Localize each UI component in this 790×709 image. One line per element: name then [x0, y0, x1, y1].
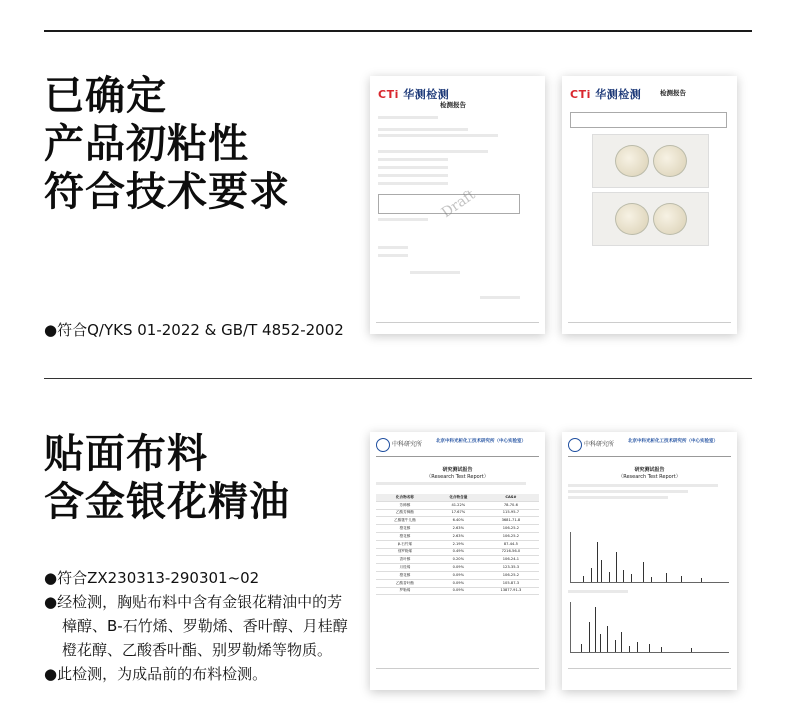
- headline-line: 符合技术要求: [44, 169, 290, 215]
- standard-note: ●符合Q/YKS 01-2022 & GB/T 4852-2002: [44, 321, 344, 339]
- table-cell: 橙花醇: [376, 532, 434, 540]
- table-cell: 78-70-6: [483, 501, 539, 509]
- top-divider: [44, 30, 752, 32]
- table-cell: 香叶醇: [376, 556, 434, 564]
- report-text-line: [376, 482, 526, 485]
- chromatogram-peak: [601, 560, 602, 582]
- report-text-line: [568, 490, 688, 493]
- table-cell: 106-25-2: [483, 525, 539, 533]
- note-line: ●符合ZX230313-290301~02: [44, 569, 260, 587]
- report-image-adhesion-2: [562, 76, 737, 334]
- compound-table: [376, 494, 539, 595]
- report-text-line: [378, 116, 438, 119]
- section-divider: [44, 378, 752, 379]
- chromatogram-peak: [631, 574, 632, 582]
- sample-photo: [592, 134, 709, 188]
- report-text-line: [378, 218, 428, 221]
- report-image-adhesion-1: [370, 76, 545, 334]
- table-cell: 2.19%: [434, 540, 483, 548]
- table-cell: 0.20%: [434, 556, 483, 564]
- headline-line: 含金银花精油: [44, 479, 290, 525]
- table-cell: 0.09%: [434, 564, 483, 572]
- report-text-line: [568, 590, 628, 593]
- report-sample-table: [570, 112, 727, 128]
- table-row: [376, 564, 539, 572]
- note-line: 橙花醇、乙酸香叶酯、别罗勒烯等物质。: [62, 641, 333, 659]
- chromatogram-peak: [591, 568, 592, 582]
- column-header: CAS#: [483, 494, 539, 501]
- chromatogram-peak: [581, 644, 582, 652]
- chromatogram-peak: [609, 572, 610, 582]
- table-cell: 13877-91-3: [483, 587, 539, 595]
- chromatogram-peak: [637, 642, 638, 652]
- table-cell: 6.40%: [434, 517, 483, 525]
- chromatogram-peak: [629, 646, 630, 652]
- chromatogram-peak: [595, 607, 596, 652]
- table-cell: 105-87-3: [483, 579, 539, 587]
- chromatogram-peak: [621, 632, 622, 652]
- table-row: [376, 517, 539, 525]
- table-cell: 橙花醇: [376, 525, 434, 533]
- note-line: ●经检测，胸贴布料中含有金银花精油中的芳: [44, 593, 343, 611]
- sample-photo: [592, 192, 709, 246]
- chromatogram-1: [570, 532, 729, 583]
- report-title: 检测报告: [440, 101, 466, 109]
- table-cell: 芳樟醇: [376, 501, 434, 509]
- table-cell: 2.63%: [434, 532, 483, 540]
- table-cell: 月桂烯: [376, 564, 434, 572]
- cti-logo: CTi 华测检测: [570, 88, 642, 101]
- section1-headline: [44, 72, 290, 216]
- lab-logo: 中科研究所 北京中科光析化工技术研究所（中心实验室）: [568, 438, 731, 452]
- footer-line: [376, 322, 539, 323]
- sample-pad: [653, 145, 687, 177]
- table-cell: 3681-71-8: [483, 517, 539, 525]
- chromatogram-peak: [649, 644, 650, 652]
- chromatogram-peak: [681, 576, 682, 582]
- table-cell: 7216-56-0: [483, 548, 539, 556]
- table-cell: 41.22%: [434, 501, 483, 509]
- footer-line: [568, 668, 731, 669]
- table-cell: 0.09%: [434, 579, 483, 587]
- lab-logo: 中科研究所 北京中科光析化工技术研究所（中心实验室）: [376, 438, 539, 452]
- table-row: [376, 556, 539, 564]
- report-text-line: [568, 496, 668, 499]
- chromatogram-peak: [661, 647, 662, 652]
- headline-line: 已确定: [44, 73, 167, 119]
- chromatogram-peak: [615, 640, 616, 652]
- signature-line: [410, 271, 460, 274]
- report-text-line: [378, 128, 468, 131]
- report-text-line: [378, 182, 448, 185]
- table-cell: 87-44-5: [483, 540, 539, 548]
- chromatogram-peak: [651, 577, 652, 582]
- section2-headline: [44, 430, 290, 526]
- table-header-row: [376, 494, 539, 501]
- table-row: [376, 509, 539, 517]
- cti-logo: CTi 华测检测: [378, 88, 450, 101]
- table-row: [376, 525, 539, 533]
- table-cell: 罗勒烯: [376, 587, 434, 595]
- chromatogram-peak: [643, 562, 644, 582]
- report-subtitle: （Research Test Report）: [426, 474, 489, 480]
- table-cell: 0.09%: [434, 587, 483, 595]
- table-row: [376, 587, 539, 595]
- report-title: 研究测试报告: [442, 467, 473, 473]
- table-cell: 115-95-7: [483, 509, 539, 517]
- table-cell: β-石竹烯: [376, 540, 434, 548]
- table-row: [376, 548, 539, 556]
- section2-notes: [44, 566, 374, 686]
- report-subtitle: （Research Test Report）: [618, 474, 681, 480]
- table-cell: 123-35-3: [483, 564, 539, 572]
- chromatogram-peak: [600, 634, 601, 652]
- headline-line: 产品初粘性: [44, 121, 249, 167]
- footer-line: [376, 668, 539, 669]
- table-row: [376, 579, 539, 587]
- table-cell: 乙酸芳樟酯: [376, 509, 434, 517]
- report-text-line: [378, 174, 448, 177]
- section1-note: [44, 318, 344, 342]
- chromatogram-peak: [616, 552, 617, 582]
- report-text-line: [378, 158, 448, 161]
- table-cell: 106-24-1: [483, 556, 539, 564]
- header-line: [568, 456, 731, 457]
- report-text-line: [480, 296, 520, 299]
- report-text-line: [378, 166, 448, 169]
- footer-line: [568, 322, 731, 323]
- table-cell: 乙酸香叶酯: [376, 579, 434, 587]
- report-text-line: [378, 134, 498, 137]
- table-cell: 0.49%: [434, 548, 483, 556]
- headline-line: 贴面布料: [44, 431, 208, 477]
- lab-emblem-icon: [568, 438, 582, 452]
- chromatogram-peak: [597, 542, 598, 582]
- chromatogram-peak: [701, 578, 702, 582]
- table-cell: 别罗勒烯: [376, 548, 434, 556]
- column-header: 化合物名称: [376, 494, 434, 501]
- table-cell: 17.67%: [434, 509, 483, 517]
- report-image-honeysuckle-table: [370, 432, 545, 690]
- report-title: 检测报告: [660, 89, 686, 97]
- sample-pad: [653, 203, 687, 235]
- table-cell: 106-25-2: [483, 571, 539, 579]
- chromatogram-peak: [589, 622, 590, 652]
- chromatogram-peak: [623, 570, 624, 582]
- sample-pad: [615, 203, 649, 235]
- table-row: [376, 540, 539, 548]
- chromatogram-peak: [666, 573, 667, 582]
- table-row: [376, 501, 539, 509]
- draft-watermark: Draft: [438, 186, 479, 222]
- chromatogram-peak: [691, 648, 692, 652]
- header-line: [376, 456, 539, 457]
- report-text-line: [568, 484, 718, 487]
- table-cell: 橙花醇: [376, 571, 434, 579]
- note-line: 樟醇、Β-石竹烯、罗勒烯、香叶醇、月桂醇: [62, 617, 348, 635]
- table-row: [376, 571, 539, 579]
- chromatogram-2: [570, 602, 729, 653]
- table-cell: 乙酸牻牛儿酯: [376, 517, 434, 525]
- table-cell: 106-25-2: [483, 532, 539, 540]
- table-row: [376, 532, 539, 540]
- sample-pad: [615, 145, 649, 177]
- note-line: ●此检测，为成品前的布料检测。: [44, 665, 268, 683]
- chromatogram-peak: [583, 576, 584, 582]
- table-cell: 2.63%: [434, 525, 483, 533]
- report-text-line: [378, 246, 408, 249]
- report-text-line: [378, 254, 408, 257]
- lab-emblem-icon: [376, 438, 390, 452]
- report-image-honeysuckle-gcms: [562, 432, 737, 690]
- report-title: 研究测试报告: [634, 467, 665, 473]
- column-header: 化合物含量: [434, 494, 483, 501]
- chromatogram-peak: [607, 626, 608, 652]
- report-text-line: [378, 150, 488, 153]
- table-cell: 0.09%: [434, 571, 483, 579]
